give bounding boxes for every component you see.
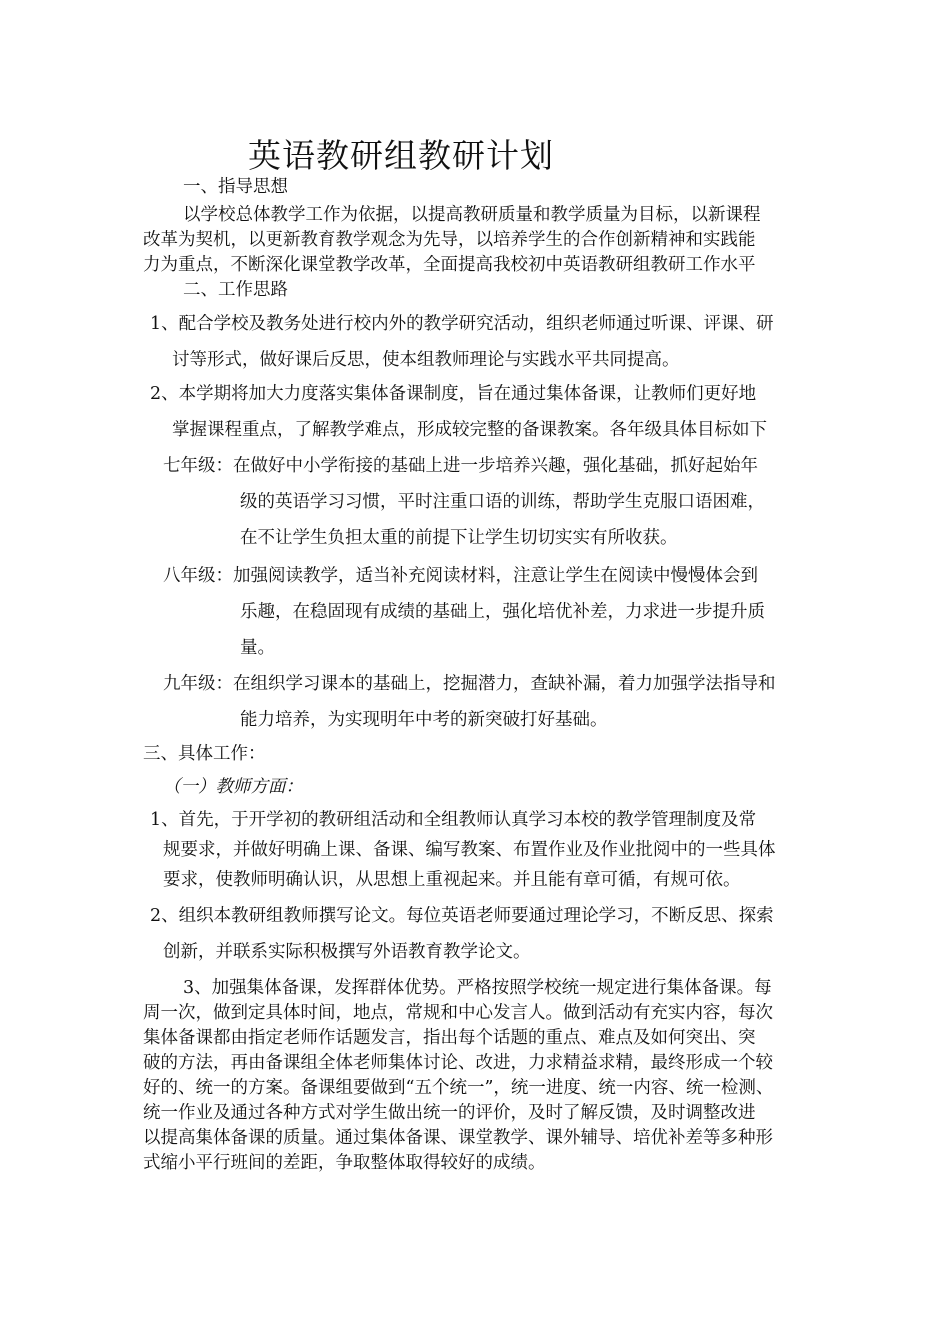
heading-work-approach: 二、工作思路: [183, 280, 288, 300]
paragraph-line: 力为重点，不断深化课堂教学改革，全面提高我校初中英语教研组教研工作水平: [143, 255, 756, 275]
subheading-teachers: （一）教师方面：: [163, 777, 303, 797]
paragraph-line: 以学校总体教学工作为依据，以提高教研质量和教学质量为目标，以新课程: [183, 205, 761, 225]
paragraph-line: 统一作业及通过各种方式对学生做出统一的评价，及时了解反馈，及时调整改进: [143, 1103, 756, 1123]
paragraph-line: 好的、统一的方案。备课组要做到“五个统一”，统一进度、统一内容、统一检测、: [143, 1078, 774, 1098]
document-title: 英语教研组教研计划: [248, 136, 554, 175]
list-item-line: 1、首先，于开学初的教研组活动和全组教师认真学习本校的教学管理制度及常: [150, 810, 757, 830]
list-item-line: 讨等形式，做好课后反思，使本组教师理论与实践水平共同提高。: [172, 350, 680, 370]
grade7-line: 在不让学生负担太重的前提下让学生切切实实有所收获。: [240, 528, 678, 548]
grade9-line: 九年级：在组织学习课本的基础上，挖掘潜力，查缺补漏，着力加强学法指导和: [163, 674, 776, 694]
list-item-line: 创新，并联系实际积极撰写外语教育教学论文。: [163, 942, 531, 962]
grade8-line: 八年级：加强阅读教学，适当补充阅读材料，注意让学生在阅读中慢慢体会到: [163, 566, 758, 586]
list-item-line: 要求，使教师明确认识，从思想上重视起来。并且能有章可循，有规可依。: [163, 870, 741, 890]
paragraph-line: 集体备课都由指定老师作话题发言，指出每个话题的重点、难点及如何突出、突: [143, 1028, 756, 1048]
grade7-line: 七年级：在做好中小学衔接的基础上进一步培养兴趣，强化基础，抓好起始年: [163, 456, 758, 476]
paragraph-line: 周一次，做到定具体时间，地点，常规和中心发言人。做到活动有充实内容，每次: [143, 1003, 773, 1023]
list-item-line: 规要求，并做好明确上课、备课、编写教案、布置作业及作业批阅中的一些具体: [163, 840, 776, 860]
paragraph-line: 破的方法，再由备课组全体老师集体讨论、改进，力求精益求精，最终形成一个较: [143, 1053, 773, 1073]
grade8-line: 乐趣，在稳固现有成绩的基础上，强化培优补差，力求进一步提升质: [240, 602, 765, 622]
heading-specific-work: 三、具体工作：: [143, 744, 266, 764]
paragraph-line: 改革为契机，以更新教育教学观念为先导，以培养学生的合作创新精神和实践能: [143, 230, 756, 250]
list-item-line: 掌握课程重点，了解教学难点，形成较完整的备课教案。各年级具体目标如下: [172, 420, 767, 440]
grade8-line: 量。: [240, 638, 275, 658]
heading-guiding-thought: 一、指导思想: [183, 177, 288, 197]
list-item-line: 2、本学期将加大力度落实集体备课制度，旨在通过集体备课，让教师们更好地: [150, 384, 757, 404]
list-item-line: 1、配合学校及教务处进行校内外的教学研究活动，组织老师通过听课、评课、研: [150, 314, 774, 334]
paragraph-line: 以提高集体备课的质量。通过集体备课、课堂教学、课外辅导、培优补差等多种形: [143, 1128, 773, 1148]
grade9-line: 能力培养，为实现明年中考的新突破打好基础。: [240, 710, 608, 730]
paragraph-line: 式缩小平行班间的差距，争取整体取得较好的成绩。: [143, 1153, 546, 1173]
paragraph-line: 3、加强集体备课，发挥群体优势。严格按照学校统一规定进行集体备课。每: [183, 978, 772, 998]
grade7-line: 级的英语学习习惯，平时注重口语的训练，帮助学生克服口语困难，: [240, 492, 765, 512]
list-item-line: 2、组织本教研组教师撰写论文。每位英语老师要通过理论学习，不断反思、探索: [150, 906, 774, 926]
